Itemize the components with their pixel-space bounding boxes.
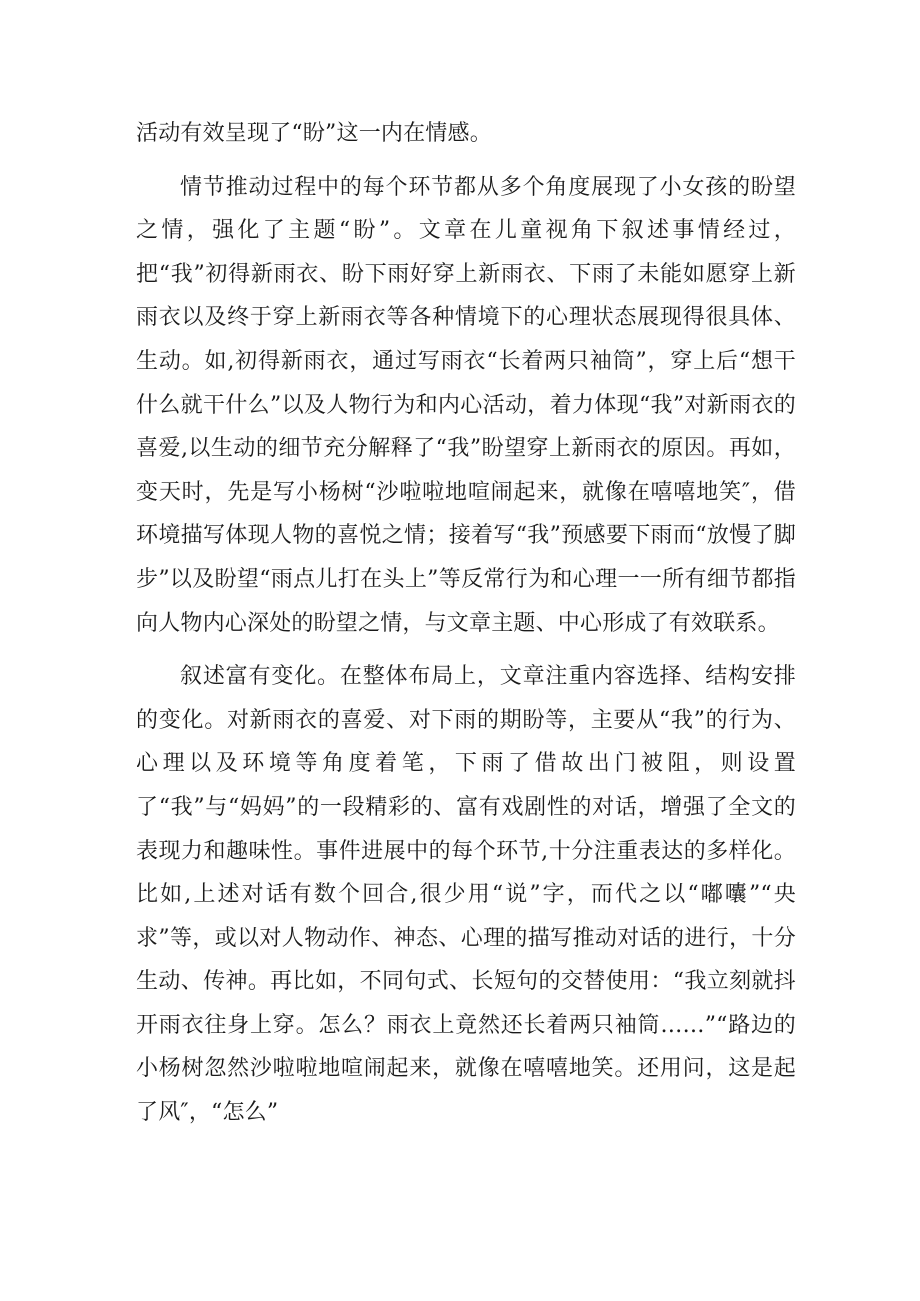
document-body	[136, 112, 796, 1145]
paragraph-3: 叙述富有变化。在整体布局上，文章注重内容选择、结构安排的变化。对新雨衣的喜爱、对下雨的期盼等，主要从“我”的行为、心理以及环境等角度着笔，下雨了借故出门被阻，则设置了“我”与“妈妈”的一段精彩的、富有戏剧性的对话，增强了全文的表现力和趣味性。事件进展中的每个环节,十分注重表达的多样化。比如,上述对话有数个回合,很少用“说”字，而代之以“嘟囔”“央求”等，或以对人物动作、神态、心理的描写推动对话的进行，十分生动、传神。再比如，不同句式、长短句的交替使用：“我立刻就抖开雨衣往身上穿。怎么？雨衣上竟然还长着两只袖筒……”“路边的小杨树忽然沙啦啦地喧闹起来，就像在嘻嘻地笑。还用问，这是起了风″，“怎么”	[136, 664, 796, 1126]
paragraph-1: 活动有效呈现了“盼”这一内在情感。	[136, 121, 492, 146]
paragraph-2: 情节推动过程中的每个环节都从多个角度展现了小女孩的盼望之情，强化了主题“盼”。文章在儿童视角下叙述事情经过，把“我”初得新雨衣、盼下雨好穿上新雨衣、下雨了未能如愿穿上新雨衣以及终于穿上新雨衣等各种情境下的心理状态展现得很具体、生动。如,初得新雨衣，通过写雨衣“长着两只袖筒”，穿上后“想干什么就干什么”以及人物行为和内心活动，着力体现“我”对新雨衣的喜爱,以生动的细节充分解释了“我”盼望穿上新雨衣的原因。再如，变天时，先是写小杨树“沙啦啦地喧闹起来，就像在嘻嘻地笑″，借环境描写体现人物的喜悦之情；接着写“我”预感要下雨而“放慢了脚步”以及盼望“雨点儿打在头上”等反常行为和心理一一所有细节都指向人物内心深处的盼望之情，与文章主题、中心形成了有效联系。	[136, 174, 796, 636]
